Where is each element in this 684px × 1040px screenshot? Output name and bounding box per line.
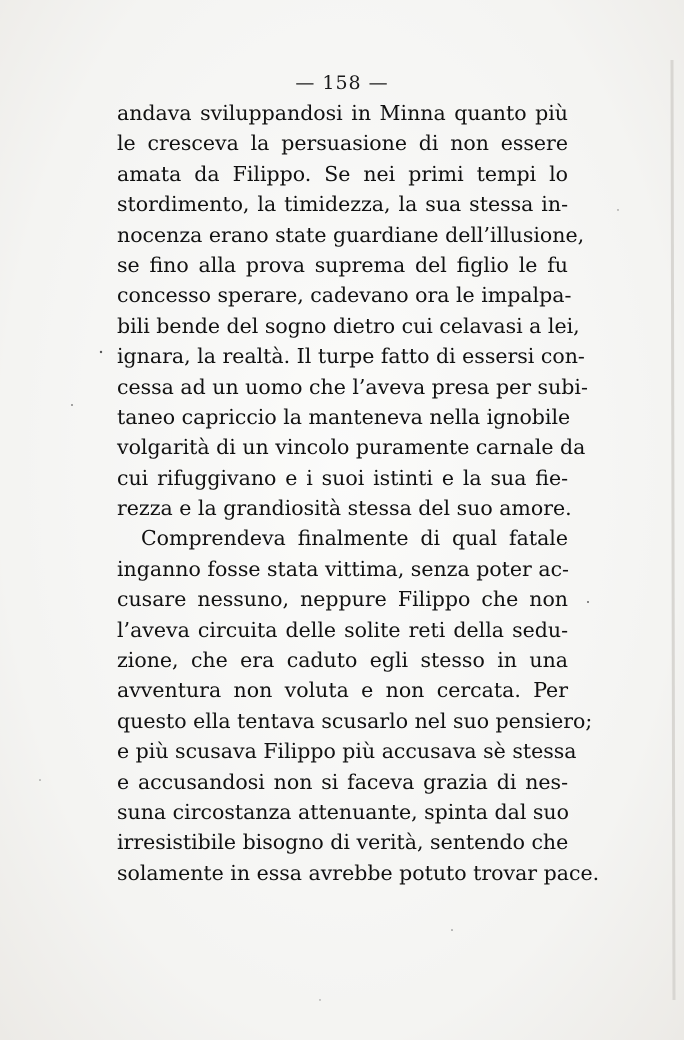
text-line: e più scusava Filippo più accusava sè stessa xyxy=(117,739,577,764)
text-line: andava sviluppandosi in Minna quanto più xyxy=(117,101,568,125)
text-line: ignara, la realtà. Il turpe fatto di essersi con- xyxy=(117,344,585,369)
text-line: solamente in essa avrebbe potuto trovar pace. xyxy=(117,860,600,885)
text-line: e accusandosi non si faceva grazia di nes- xyxy=(117,769,568,794)
text-line: suna circostanza attenuante, spinta dal suo xyxy=(117,799,569,824)
text-line: cessa ad un uomo che l’aveva presa per subi- xyxy=(117,374,588,399)
text-line: l’aveva circuita delle solite reti della sedu- xyxy=(117,617,568,642)
text-line: rezza e la grandiosità stessa del suo amore. xyxy=(117,496,572,521)
text-line: zione, che era caduto egli stesso in una xyxy=(117,648,568,673)
body-text xyxy=(117,98,600,888)
text-line: questo ella tentava scusarlo nel suo pensiero; xyxy=(117,708,593,733)
text-line: bili bende del sogno dietro cui celavasi a lei, xyxy=(117,313,580,338)
text-line: cusare nessuno, neppure Filippo che non xyxy=(117,587,568,612)
text-line: amata da Filippo. Se nei primi tempi lo xyxy=(117,161,568,186)
text-line: concesso sperare, cadevano ora le impalpa- xyxy=(117,283,572,308)
text-line: irresistibile bisogno di verità, sentendo che xyxy=(117,830,569,855)
text-line: se fino alla prova suprema del figlio le fu xyxy=(117,252,568,277)
text-line: inganno fosse stata vittima, senza poter ac- xyxy=(117,556,569,581)
text-line: volgarità di un vincolo puramente carnale da xyxy=(117,435,586,460)
text-line: taneo capriccio la manteneva nella ignobile xyxy=(117,404,571,429)
page-number: — 158 — xyxy=(295,72,389,94)
text-line: nocenza erano state guardiane dell’illusione, xyxy=(117,222,585,247)
text-line: le cresceva la persuasione di non essere xyxy=(117,131,568,156)
paragraph-first-line: Comprendeva finalmente di qual fatale xyxy=(141,526,568,551)
text-line: avventura non voluta e non cercata. Per xyxy=(117,678,568,703)
text-line: cui rifuggivano e i suoi istinti e la sua fie- xyxy=(117,465,568,490)
text-line: stordimento, la timidezza, la sua stessa in- xyxy=(117,192,568,217)
